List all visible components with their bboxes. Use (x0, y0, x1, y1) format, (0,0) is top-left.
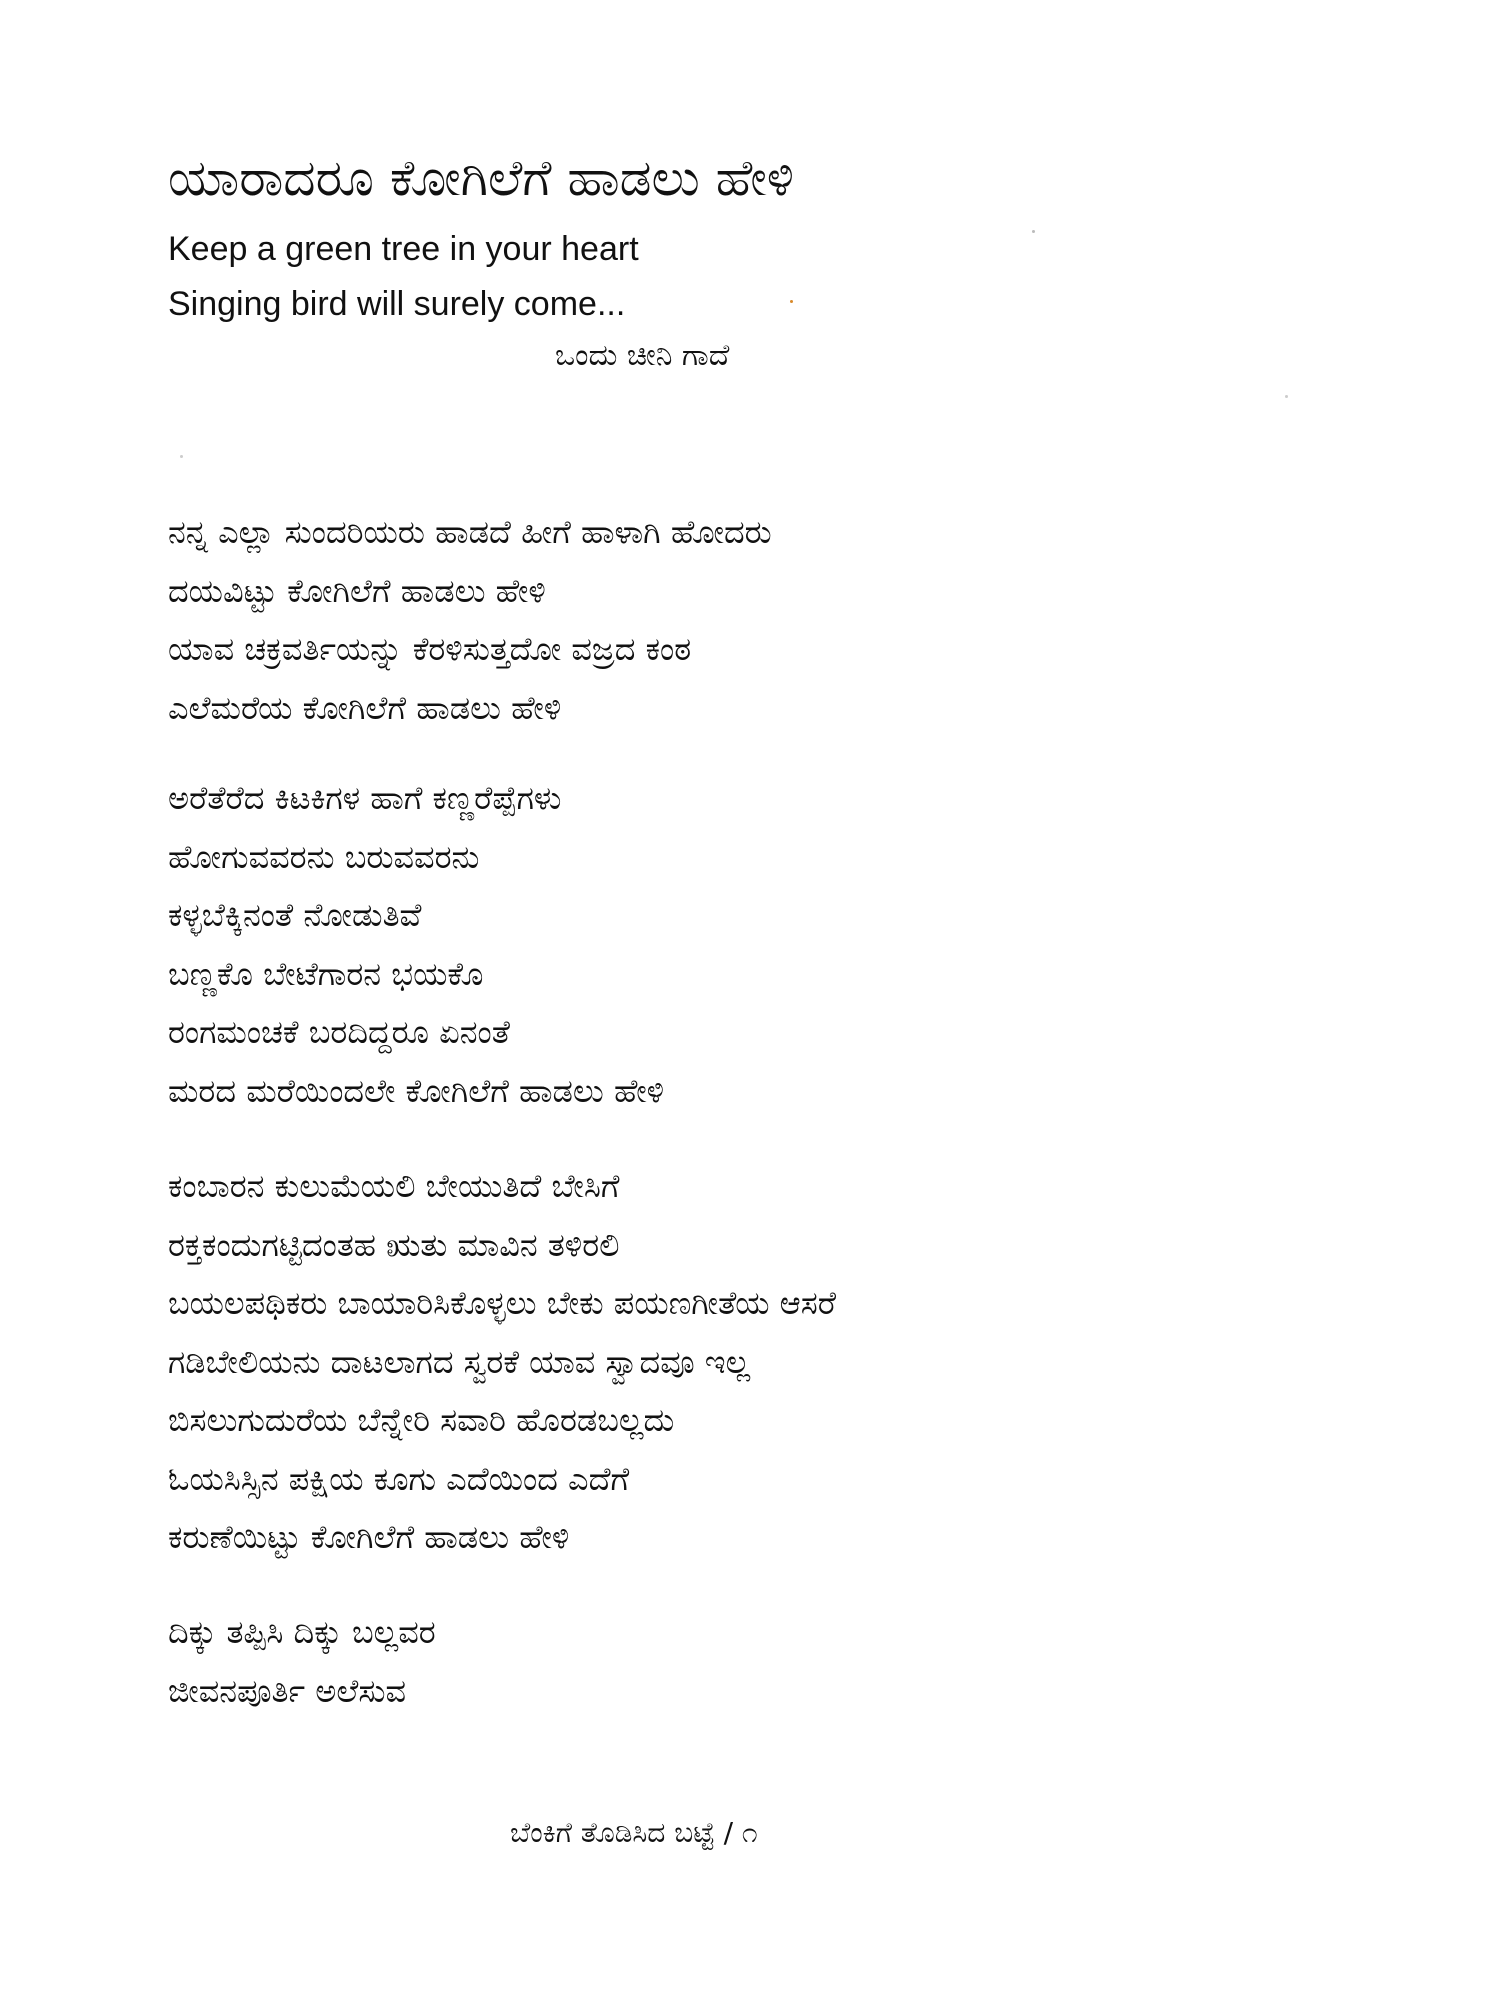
epigraph-line: Singing bird will surely come... (168, 285, 626, 323)
scan-speck (790, 300, 793, 303)
stanza-3 (168, 1157, 836, 1567)
poem-line: ಮರದ ಮರೆಯಿಂದಲೇ ಕೋಗಿಲೆಗೆ ಹಾಡಲು ಹೇಳಿ (168, 1071, 665, 1110)
epigraph (168, 222, 639, 332)
poem-line: ಯಾವ ಚಕ್ರವರ್ತಿಯನ್ನು ಕೆರಳಿಸುತ್ತದೋ ವಜ್ರದ ಕಂಠ (168, 630, 692, 668)
poem-line: ದಿಕ್ಕು ತಪ್ಪಿಸಿ ದಿಕ್ಕು ಬಲ್ಲವರ (168, 1613, 436, 1651)
poem-line: ಓಯಸಿಸ್ಸಿನ ಪಕ್ಷಿಯ ಕೂಗು ಎದೆಯಿಂದ ಎದೆಗೆ (168, 1459, 630, 1498)
stanza-4 (168, 1603, 436, 1720)
poem-line: ಕಂಬಾರನ ಕುಲುಮೆಯಲಿ ಬೇಯುತಿದೆ ಬೇಸಿಗೆ (168, 1167, 620, 1205)
scan-speck (1285, 395, 1288, 398)
poem-line: ಬಿಸಲುಗುದುರೆಯ ಬೆನ್ನೇರಿ ಸವಾರಿ ಹೊರಡಬಲ್ಲದು (168, 1401, 675, 1439)
poem-line: ದಯವಿಟ್ಟು ಕೋಗಿಲೆಗೆ ಹಾಡಲು ಹೇಳಿ (168, 571, 546, 610)
poem-line: ಕರುಣೆಯಿಟ್ಟು ಕೋಗಿಲೆಗೆ ಹಾಡಲು ಹೇಳಿ (168, 1518, 570, 1556)
poem-line: ಬಯಲಪಥಿಕರು ಬಾಯಾರಿಸಿಕೊಳ್ಳಲು ಬೇಕು ಪಯಣಗೀತೆಯ ಆಸರೆ (168, 1284, 836, 1322)
poem-line: ರಕ್ತಕಂದುಗಟ್ಟಿದಂತಹ ಋತು ಮಾವಿನ ತಳಿರಲಿ (168, 1225, 620, 1264)
stanza-1 (168, 503, 772, 737)
poem-line: ನನ್ನ ಎಲ್ಲಾ ಸುಂದರಿಯರು ಹಾಡದೆ ಹೀಗೆ ಹಾಳಾಗಿ ಹೋದರು (168, 513, 772, 551)
poem-line: ರಂಗಮಂಚಕೆ ಬರದಿದ್ದರೂ ಏನಂತೆ (168, 1013, 510, 1051)
poem-line: ಜೀವನಪೂರ್ತಿ ಅಲೆಸುವ (168, 1671, 407, 1710)
epigraph-line: Keep a green tree in your heart (168, 230, 639, 268)
scan-speck (1032, 230, 1035, 233)
poem-line: ಹೋಗುವವರನು ಬರುವವರನು (168, 837, 480, 876)
poem-line: ಅರೆತೆರೆದ ಕಿಟಕಿಗಳ ಹಾಗೆ ಕಣ್ಣರೆಪ್ಪೆಗಳು (168, 779, 562, 817)
poem-line: ಎಲೆಮರೆಯ ಕೋಗಿಲೆಗೆ ಹಾಡಲು ಹೇಳಿ (168, 688, 562, 727)
stanza-2 (168, 769, 664, 1120)
poem-line: ಕಳ್ಳಬೆಕ್ಕಿನಂತೆ ನೋಡುತಿವೆ (168, 896, 422, 934)
page-footer: ಬೆಂಕಿಗೆ ತೊಡಿಸಿದ ಬಟ್ಟೆ / ೧ (510, 1816, 758, 1849)
scan-speck (180, 455, 183, 458)
poem-line: ಗಡಿಬೇಲಿಯನು ದಾಟಲಾಗದ ಸ್ವರಕೆ ಯಾವ ಸ್ವಾದವೂ ಇಲ್ಲ (168, 1342, 751, 1381)
poem-line: ಬಣ್ಣಕೊ ಬೇಟೆಗಾರನ ಭಯಕೊ (168, 954, 484, 993)
poem-title: ಯಾರಾದರೂ ಕೋಗಿಲೆಗೆ ಹಾಡಲು ಹೇಳಿ (168, 149, 794, 207)
epigraph-attribution: ಒಂದು ಚೀನಿ ಗಾದೆ (555, 338, 730, 373)
